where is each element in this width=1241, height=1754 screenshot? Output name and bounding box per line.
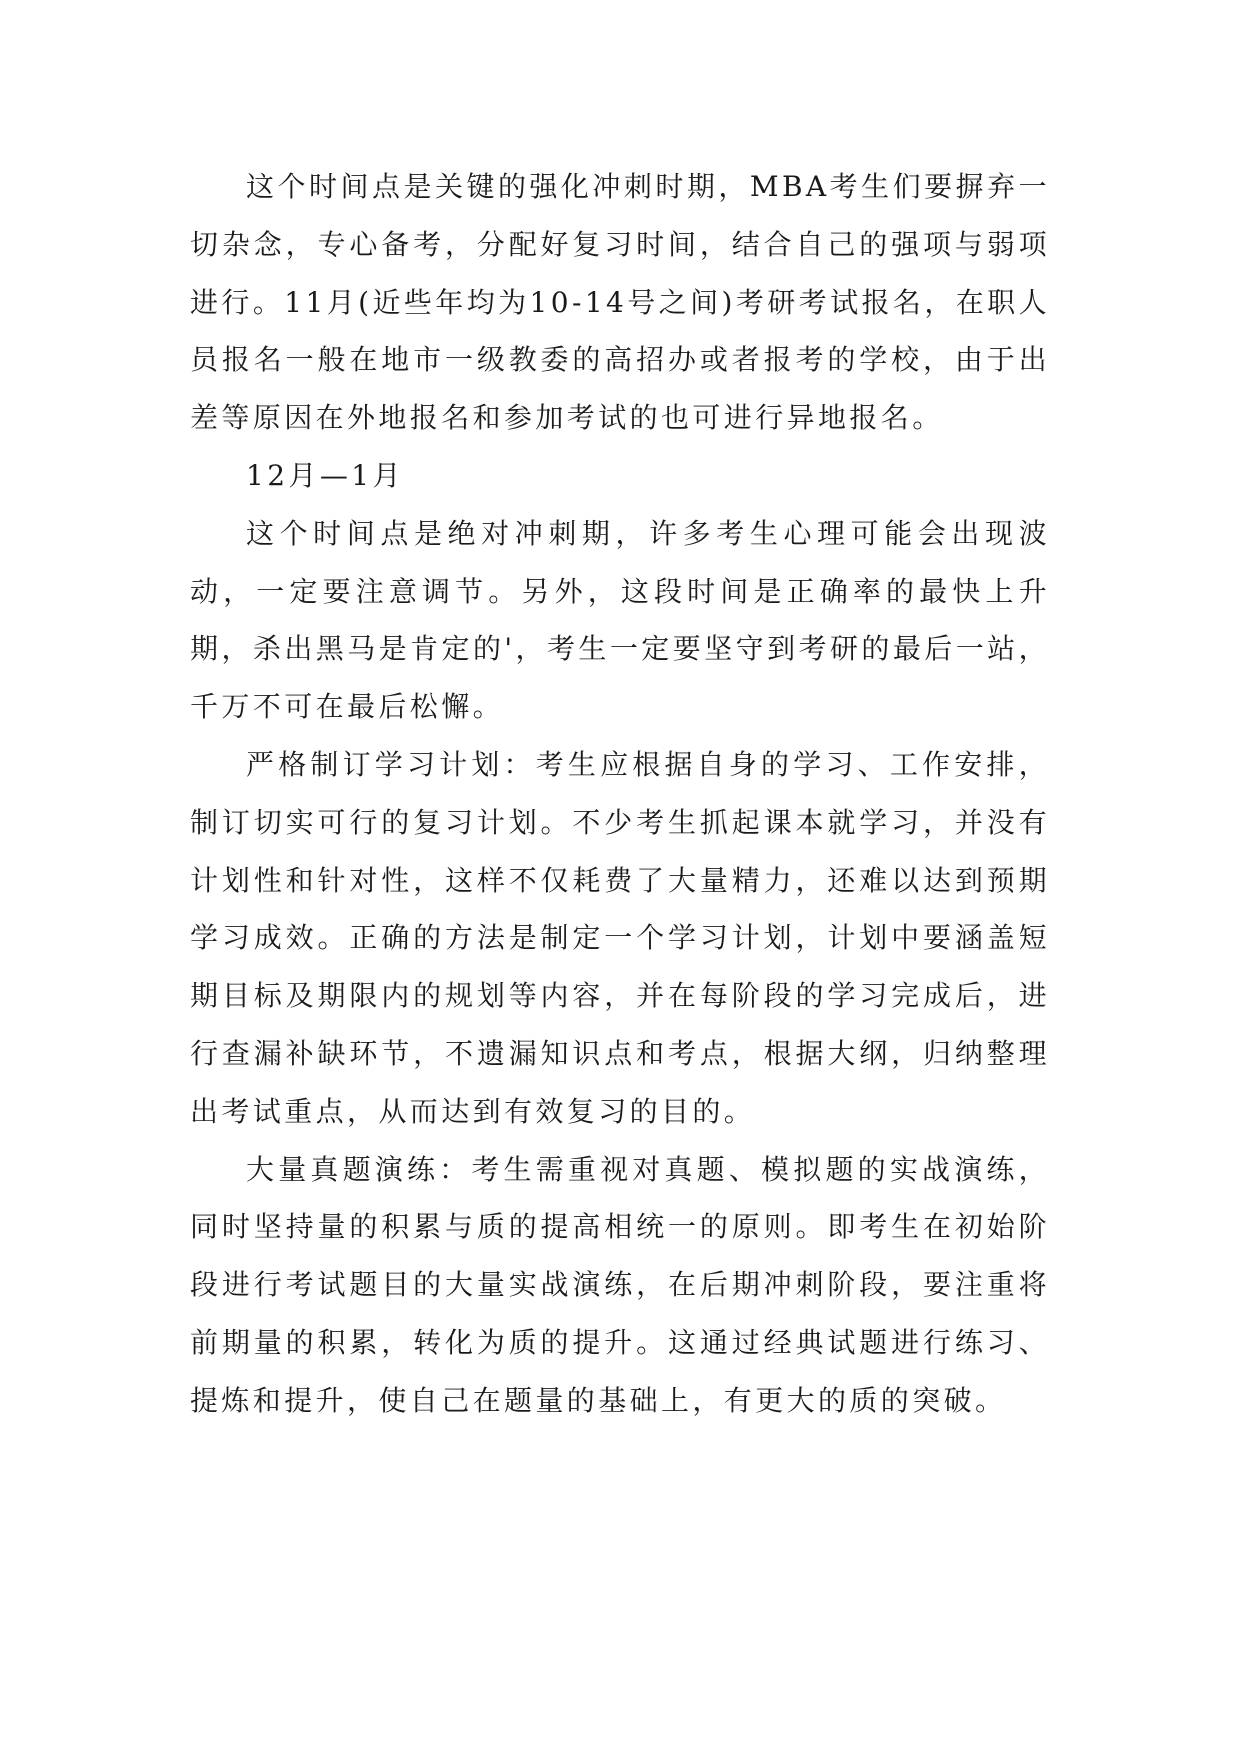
- paragraph-study-plan: 严格制订学习计划：考生应根据自身的学习、工作安排，制订切实可行的复习计划。不少考生抓起课本就学习，并没有计划性和针对性，这样不仅耗费了大量精力，还难以达到预期学习成效。正确的方法是制定一个学习计划，计划中要涵盖短期目标及期限内的规划等内容，并在每阶段的学习完成后，进行查漏补缺环节，不遗漏知识点和考点，根据大纲，归纳整理出考试重点，从而达到有效复习的目的。: [190, 747, 1050, 1128]
- section-heading-dec-jan: 12月—1月: [246, 458, 404, 492]
- paragraph-practice-exams: 大量真题演练：考生需重视对真题、模拟题的实战演练，同时坚持量的积累与质的提高相统一的原则。即考生在初始阶段进行考试题目的大量实战演练，在后期冲刺阶段，要注重将前期量的积累，转化为质的提升。这通过经典试题进行练习、提炼和提升，使自己在题量的基础上，有更大的质的突破。: [190, 1152, 1050, 1417]
- document-body: [190, 158, 1050, 1430]
- paragraph-final-sprint: 这个时间点是绝对冲刺期，许多考生心理可能会出现波动，一定要注意调节。另外，这段时间是正确率的最快上升期，杀出黑马是肯定的'，考生一定要坚守到考研的最后一站，千万不可在最后松懈。: [190, 516, 1050, 724]
- paragraph-registration: 这个时间点是关键的强化冲刺时期，MBA考生们要摒弃一切杂念，专心备考，分配好复习时间，结合自己的强项与弱项进行。11月(近些年均为10-14号之间)考研考试报名，在职人员报名一般在地市一级教委的高招办或者报考的学校，由于出差等原因在外地报名和参加考试的也可进行异地报名。: [190, 170, 1050, 435]
